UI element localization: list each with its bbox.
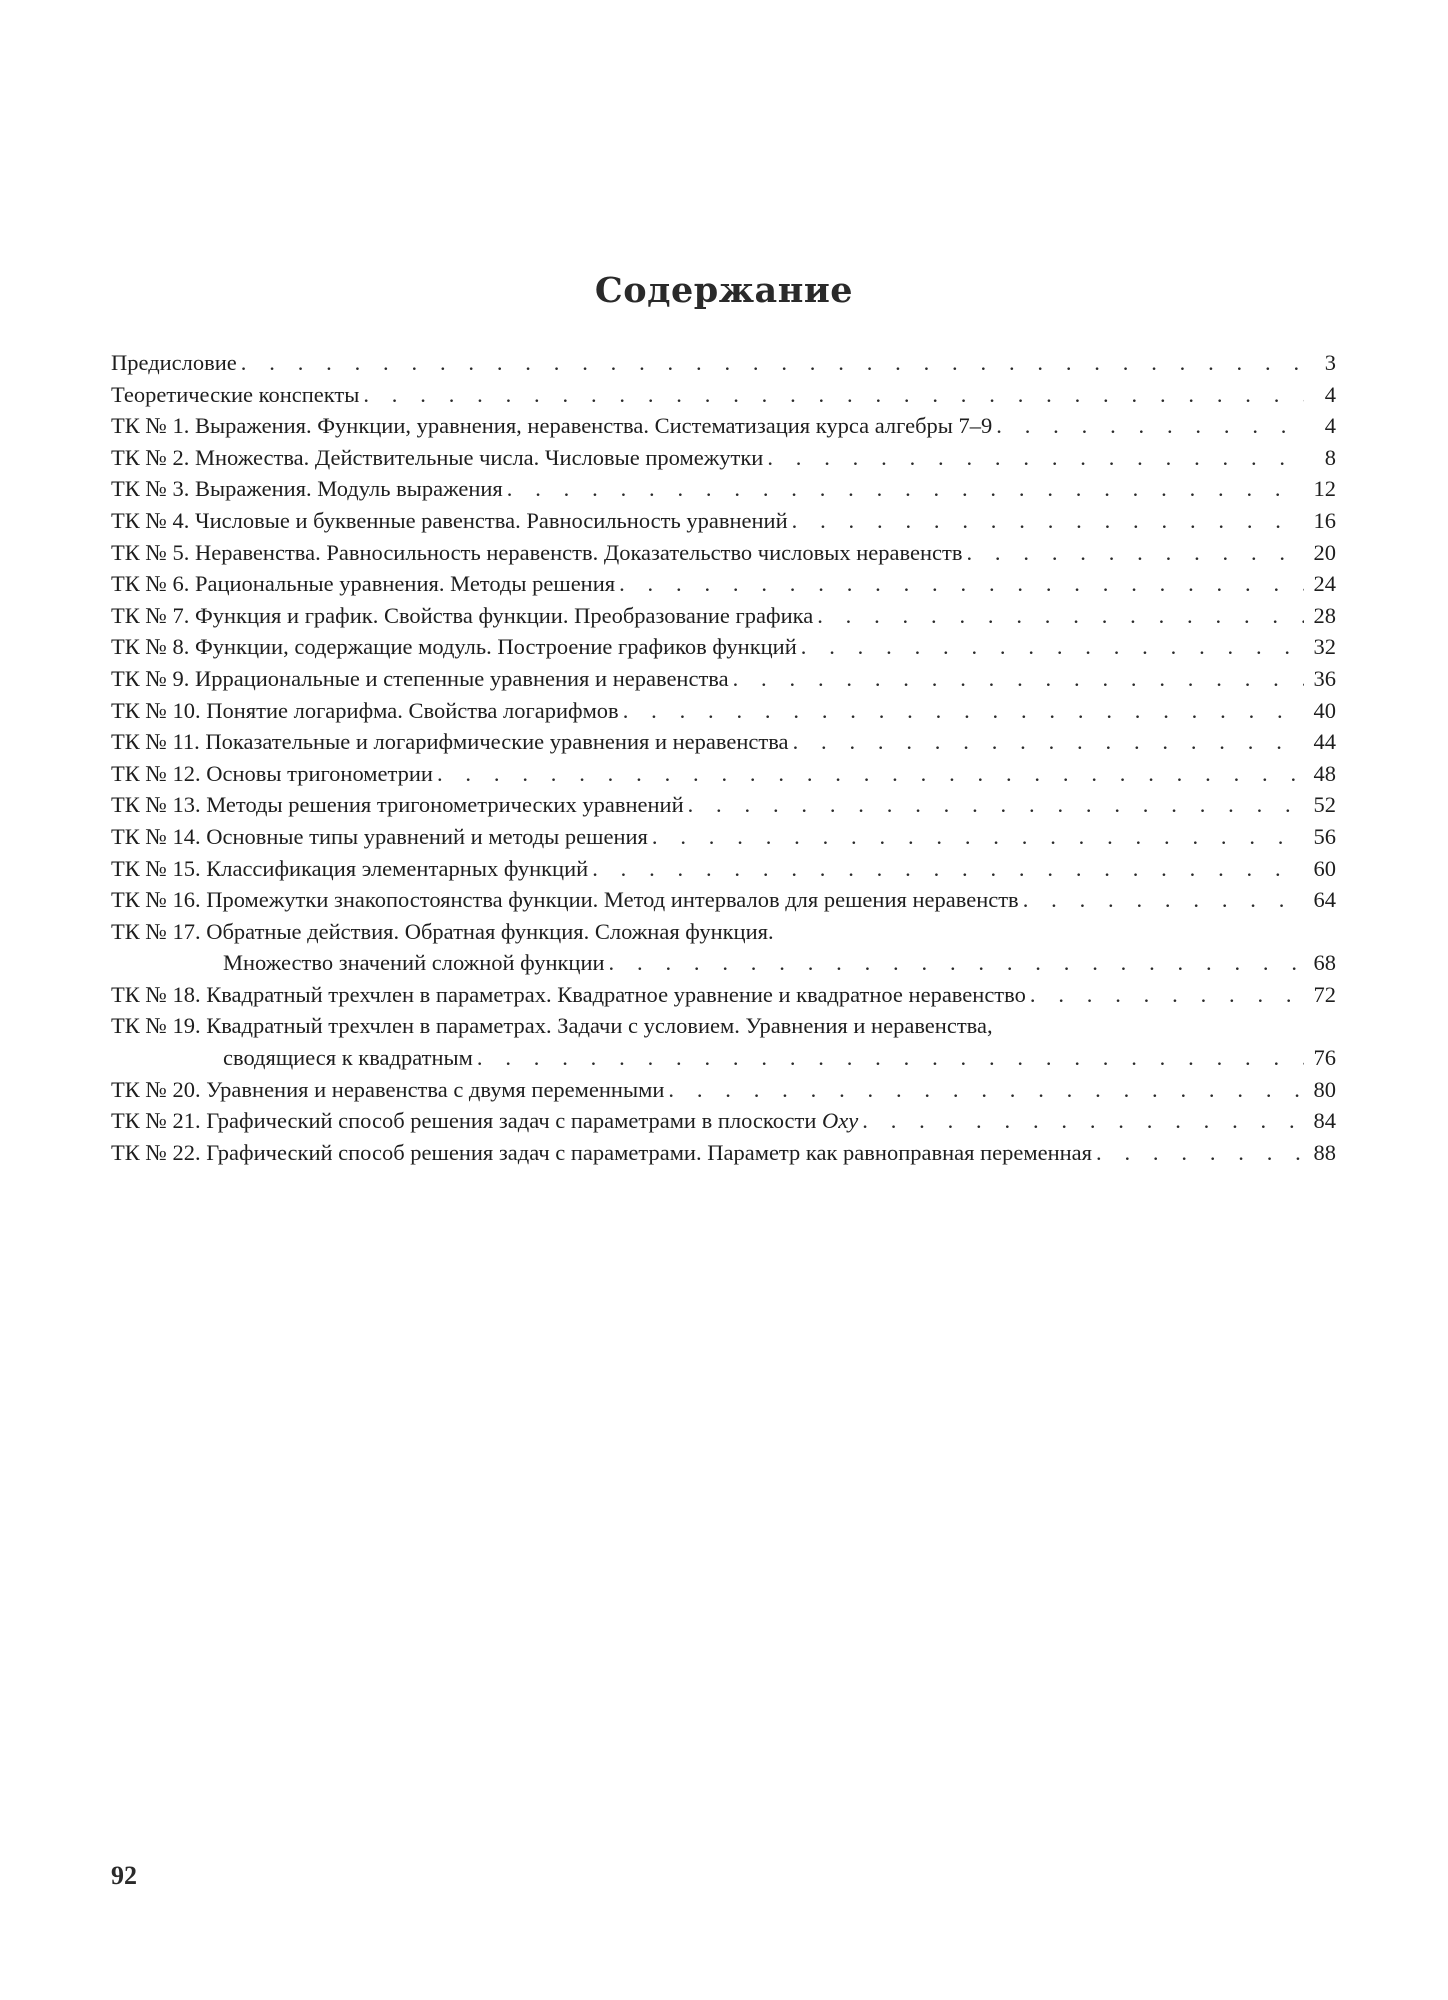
- toc-entry-page: 64: [1313, 887, 1336, 913]
- dot-leader: [966, 537, 1304, 569]
- dot-leader: [507, 473, 1304, 505]
- toc-entry[interactable]: [111, 947, 1336, 979]
- toc-entry-title: ТК № 4. Числовые и буквенные равенства. Равносильность уравнений: [111, 507, 788, 533]
- toc-entry[interactable]: [111, 379, 1336, 411]
- table-of-contents: [111, 347, 1336, 1168]
- toc-entry-title: ТК № 7. Функция и график. Свойства функции. Преобразование графика: [111, 602, 814, 628]
- toc-entry-page: 24: [1313, 571, 1336, 597]
- dot-leader: [623, 695, 1304, 727]
- toc-entry-page: 44: [1313, 729, 1336, 755]
- dot-leader: [1030, 979, 1304, 1011]
- toc-entry-page: 76: [1313, 1045, 1336, 1071]
- toc-entry-title: ТК № 10. Понятие логарифма. Свойства логарифмов: [111, 697, 619, 723]
- toc-entry-title: ТК № 3. Выражения. Модуль выражения: [111, 476, 503, 502]
- dot-leader: [477, 1042, 1304, 1074]
- dot-leader: [688, 789, 1304, 821]
- page-number: 92: [111, 1861, 137, 1890]
- dot-leader: [241, 347, 1304, 379]
- toc-entry-title: ТК № 14. Основные типы уравнений и методы решения: [111, 823, 648, 849]
- dot-leader: [801, 631, 1304, 663]
- toc-entry-title: ТК № 22. Графический способ решения задач с параметрами. Параметр как равноправная переменная: [111, 1139, 1093, 1165]
- toc-entry-title: ТК № 13. Методы решения тригонометрических уравнений: [111, 792, 684, 818]
- toc-entry-page: 48: [1313, 760, 1336, 786]
- toc-entry[interactable]: [111, 1074, 1336, 1106]
- dot-leader: [592, 853, 1304, 885]
- dot-leader: [437, 758, 1304, 790]
- toc-entry-title: Теоретические конспекты: [111, 381, 360, 407]
- toc-entry[interactable]: [111, 979, 1336, 1011]
- toc-entry-page: 56: [1313, 823, 1336, 849]
- toc-entry-page: 32: [1313, 634, 1336, 660]
- toc-entry-continuation: сводящиеся к квадратным: [223, 1045, 473, 1071]
- toc-entry-page: 36: [1313, 665, 1336, 691]
- toc-entry[interactable]: [111, 505, 1336, 537]
- toc-entry[interactable]: [111, 1137, 1336, 1169]
- dot-leader: [668, 1074, 1304, 1106]
- toc-entry[interactable]: [111, 695, 1336, 727]
- toc-entry-title-italic: Oxy: [822, 1108, 859, 1134]
- dot-leader: [609, 947, 1304, 979]
- toc-entry-page: 68: [1313, 950, 1336, 976]
- toc-entry-page: 20: [1313, 539, 1336, 565]
- toc-entry-title: ТК № 11. Показательные и логарифмические уравнения и неравенства: [111, 729, 789, 755]
- toc-entry-page: 60: [1313, 855, 1336, 881]
- toc-entry-title: ТК № 8. Функции, содержащие модуль. Построение графиков функций: [111, 634, 797, 660]
- dot-leader: [733, 663, 1304, 695]
- toc-entry[interactable]: [111, 663, 1336, 695]
- toc-entry-continuation: Множество значений сложной функции: [223, 950, 605, 976]
- toc-entry-title: ТК № 12. Основы тригонометрии: [111, 760, 433, 786]
- toc-entry-page: 16: [1313, 507, 1336, 533]
- toc-entry[interactable]: [111, 789, 1336, 821]
- toc-entry-page: 12: [1313, 476, 1336, 502]
- toc-entry-page: 4: [1324, 413, 1336, 439]
- toc-entry-title: [111, 1105, 862, 1137]
- toc-entry-title: ТК № 18. Квадратный трехчлен в параметрах. Квадратное уравнение и квадратное неравенство: [111, 981, 1026, 1007]
- toc-entry-page: 8: [1324, 444, 1336, 470]
- toc-entry[interactable]: [111, 821, 1336, 853]
- dot-leader: [652, 821, 1304, 853]
- toc-entry-first-line[interactable]: ТК № 17. Обратные действия. Обратная функция. Сложная функция.: [111, 918, 774, 944]
- toc-entry[interactable]: [111, 853, 1336, 885]
- toc-entry[interactable]: [111, 726, 1336, 758]
- toc-entry[interactable]: [111, 537, 1336, 569]
- toc-entry-page: 72: [1313, 981, 1336, 1007]
- toc-entry-title: ТК № 5. Неравенства. Равносильность неравенств. Доказательство числовых неравенств: [111, 539, 963, 565]
- toc-entry-first-line[interactable]: ТК № 19. Квадратный трехчлен в параметрах. Задачи с условием. Уравнения и неравенства,: [111, 1013, 993, 1039]
- toc-entry-title: ТК № 2. Множества. Действительные числа. Числовые промежутки: [111, 444, 764, 470]
- toc-entry[interactable]: [111, 442, 1336, 474]
- toc-entry[interactable]: [111, 600, 1336, 632]
- toc-entry-page: 84: [1313, 1108, 1336, 1134]
- dot-leader: [817, 600, 1304, 632]
- toc-entry-page: 80: [1313, 1076, 1336, 1102]
- dot-leader: [619, 568, 1304, 600]
- toc-entry[interactable]: [111, 1042, 1336, 1074]
- dot-leader: [363, 379, 1304, 411]
- dot-leader: [1096, 1137, 1304, 1169]
- toc-entry-page: 88: [1313, 1139, 1336, 1165]
- toc-entry-title: ТК № 1. Выражения. Функции, уравнения, неравенства. Систематизация курса алгебры 7–9: [111, 413, 993, 439]
- toc-entry-page: 28: [1313, 602, 1336, 628]
- toc-entry-title: ТК № 20. Уравнения и неравенства с двумя переменными: [111, 1076, 665, 1102]
- dot-leader: [767, 442, 1304, 474]
- toc-entry-title: ТК № 15. Классификация элементарных функций: [111, 855, 589, 881]
- page-title: Содержание: [594, 270, 854, 311]
- dot-leader: [1023, 884, 1304, 916]
- dot-leader: [793, 726, 1304, 758]
- toc-entry-title: ТК № 6. Рациональные уравнения. Методы решения: [111, 571, 616, 597]
- toc-entry[interactable]: [111, 347, 1336, 379]
- toc-entry-title: Предисловие: [111, 350, 237, 375]
- toc-entry-title: ТК № 16. Промежутки знакопостоянства функции. Метод интервалов для решения неравенств: [111, 887, 1019, 913]
- toc-entry-page: 4: [1324, 381, 1336, 407]
- toc-entry-page: 40: [1313, 697, 1336, 723]
- toc-entry-page: 52: [1313, 792, 1336, 818]
- toc-entry-title-text: ТК № 21. Графический способ решения задач с параметрами в плоскости: [111, 1108, 823, 1134]
- toc-entry[interactable]: [111, 631, 1336, 663]
- toc-entry[interactable]: [111, 473, 1336, 505]
- dot-leader: [792, 505, 1304, 537]
- toc-entry[interactable]: [111, 1105, 1336, 1137]
- toc-entry[interactable]: [111, 758, 1336, 790]
- dot-leader: [862, 1105, 1304, 1137]
- dot-leader: [996, 410, 1304, 442]
- toc-entry-page: 3: [1324, 350, 1336, 375]
- toc-entry[interactable]: [111, 568, 1336, 600]
- toc-entry[interactable]: [111, 410, 1336, 442]
- toc-entry[interactable]: [111, 884, 1336, 916]
- toc-entry-title: ТК № 9. Иррациональные и степенные уравнения и неравенства: [111, 665, 729, 691]
